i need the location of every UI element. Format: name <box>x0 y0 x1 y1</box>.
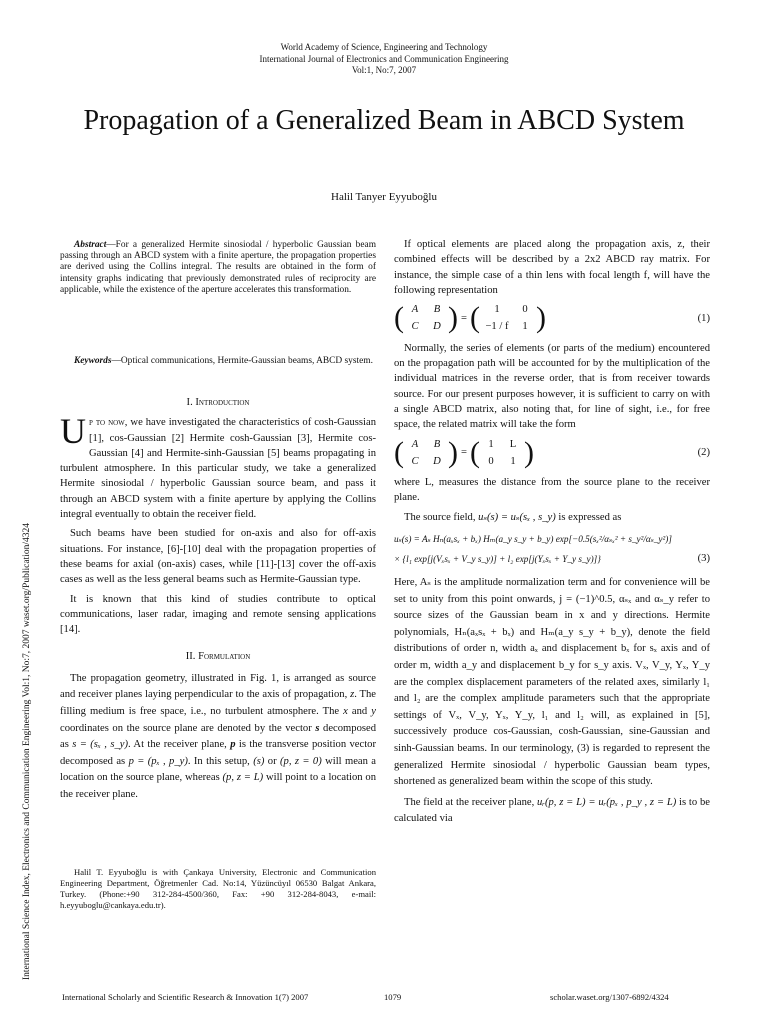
footer-url: scholar.waset.org/1307-6892/4324 <box>550 992 669 1002</box>
keywords <box>60 356 376 367</box>
equation-3: uₛ(s) = Aₛ Hₙ(aₓsₓ + bₓ) Hₘ(a_y s_y + b_y) exp[−0.5(sₓ²/αₛₓ² + s_y²/αₛ_y²)] × {l₁ exp[j(Vₓsₓ + V_y s_y)] + l₂ exp[j(Yₓsₓ + Y_y s_y)]} (3) <box>394 529 710 569</box>
intro-paragraph-1: Up to now, we have investigated the characteristics of cosh-Gaussian [1], cos-Gaussian [2] Hermite cosh-Gaussian [3], Hermite cos-Gaussian [4] and Hermite-sinh-Gaussian [5] beams propagating in turbulent atmosphere. In this particular study, we take a generalized Hermite sinosiodal / hyperbolic Gaussian source beam, and pass it through an ABCD system with a finite aperture by applying the Collins integral eventually to obtain the receiver field. <box>60 411 376 521</box>
left-column <box>60 395 376 808</box>
author-footnote: Halil T. Eyyuboğlu is with Çankaya University, Electronic and Communication Engineering Department, Öğretmenler Cad. No:14, Yüzüncüyıl 06530 Balgat Ankara, Turkey. (Phone:+90 312-284-4500/360, Fax: +90 312-284-8043, e-mail: h.eyyuboglu@cankaya.edu.tr). <box>60 867 376 910</box>
journal-header <box>0 42 768 77</box>
right-paragraph-3: where L, measures the distance from the source plane to the receiver plane. <box>394 477 710 504</box>
side-index-text: International Science Index, Electronics and Communication Engineering Vol:1, No:7, 2007 waset.org/Publication/4324 <box>22 523 32 980</box>
right-paragraph-6: The field at the receiver plane, uᵣ(p, z = L) = uᵣ(pₓ , p_y , z = L) is to be calculated via <box>394 796 710 825</box>
abstract-text: —For a generalized Hermite sinosiodal / hyperbolic Gaussian beam passing through an ABCD system with a finite aperture, the propagation properties are derived using the Collins integral. The results are obtained in the form of intensity graphs indicating that previously demonstrated rules of reciprocity are applicable, while the existence of the aperture accelerates this transformation. <box>60 240 376 295</box>
abstract-label: Abstract <box>74 240 107 250</box>
intro-paragraph-3: It is known that this kind of studies contribute to optical communications, laser radar, imaging and remote sensing applications [14]. <box>60 593 376 636</box>
right-column <box>394 237 710 832</box>
abstract <box>60 240 376 296</box>
equation-2: ( A B C D ) = ( 1 L 0 1 ) (2) <box>394 435 710 469</box>
section-heading-introduction: I. Introduction <box>186 397 250 408</box>
right-paragraph-5: Here, Aₛ is the amplitude normalization term and for convenience will be set to unity from this point onwards, j = (−1)^0.5, αₛₓ and αₛ_y refer to source sizes of the Gaussian beam in x and y directions. Hermite polynomials, Hₙ(aₓsₓ + bₓ) and Hₘ(a_y s_y + b_y), denote the field distributions of order n, width aₓ and displacement bₓ for sₓ axis and of order m, width a_y and displacement b_y for s_y axis. Vₓ, V_y, Yₓ, Y_y are the complex displacement parameters of the related axes, similarly l₁ and l₂ are the complex amplitude parameters such that the appropriate settings of Vₓ, V_y, Yₓ, Y_y, l₁ and l₂ will, as explained in [5], successively produce cos-Gaussian, cosh-Gaussian, sine-Gaussian and sinh-Gaussian beams. In our terminology, (3) is regarded to represent the generalized Hermite sinosiodal / hyperbolic Gaussian beam types, shortened as generalized beam within the scope of this study. <box>394 577 710 788</box>
header-line-1: World Academy of Science, Engineering and Technology <box>280 42 488 52</box>
equation-3-number: (3) <box>697 553 710 565</box>
dropcap: U <box>60 411 86 452</box>
intro-paragraph-2: Such beams have been studied for on-axis and also for off-axis situations. For instance, [6]-[10] deal with the propagation properties of these beams for axial (on-axis) cases, while [11]-[13] cover the off-axis cases as well as the less general beams such as Hermite-Gaussian type. <box>60 528 376 586</box>
right-paragraph-2: Normally, the series of elements (or parts of the medium) encountered on the propagation path will be accounted for by the multiplication of the individual matrices in the reverse order, that is from receiver towards source. For our present purposes however, it is sufficient to carry on with a single ABCD matrix, also noting that, for line of sight, i.e., for free space, the related matrix will take the form <box>394 342 710 431</box>
section-heading-formulation: II. Formulation <box>185 651 251 663</box>
paper-title: Propagation of a Generalized Beam in ABCD System <box>83 105 685 136</box>
keywords-text: —Optical communications, Hermite-Gaussian beams, ABCD system. <box>111 356 373 366</box>
equation-2-number: (2) <box>697 447 710 459</box>
header-line-2: International Journal of Electronics and Communication Engineering <box>259 53 509 64</box>
author-name: Halil Tanyer Eyyuboğlu <box>331 191 437 203</box>
header-line-3: Vol:1, No:7, 2007 <box>351 65 417 75</box>
formulation-paragraph: The propagation geometry, illustrated in Fig. 1, is arranged as source and receiver planes laying perpendicular to the axis of propagation, z. The filling medium is free space, i.e., no turbulent atmosphere. The x and y coordinates on the source plane are denoted by the vector s decomposed as s = (sₓ , s_y). At the receiver plane, p is the transverse position vector decomposed as p = (pₓ , p_y). In this setup, (s) or (p, z = 0) will mean a location on the source plane, whereas (p, z = L) will point to a location on the receiver plane. <box>60 672 377 800</box>
equation-1: ( A B C D ) = ( 1 0 −1 / f 1 ) (1) <box>394 301 710 335</box>
right-paragraph-4: The source field, uₛ(s) = uₛ(sₓ , s_y) is expressed as <box>404 511 622 523</box>
keywords-label: Keywords <box>74 356 112 366</box>
footer-page-number: 1079 <box>384 992 402 1002</box>
footer-left: International Scholarly and Scientific Research & Innovation 1(7) 2007 <box>62 992 309 1002</box>
right-paragraph-1: If optical elements are placed along the propagation axis, z, their combined effects will be described by a 2x2 ABCD ray matrix. For instance, the simple case of a thin lens with focal length f, will have the following representation <box>394 239 710 296</box>
equation-1-number: (1) <box>697 312 710 324</box>
